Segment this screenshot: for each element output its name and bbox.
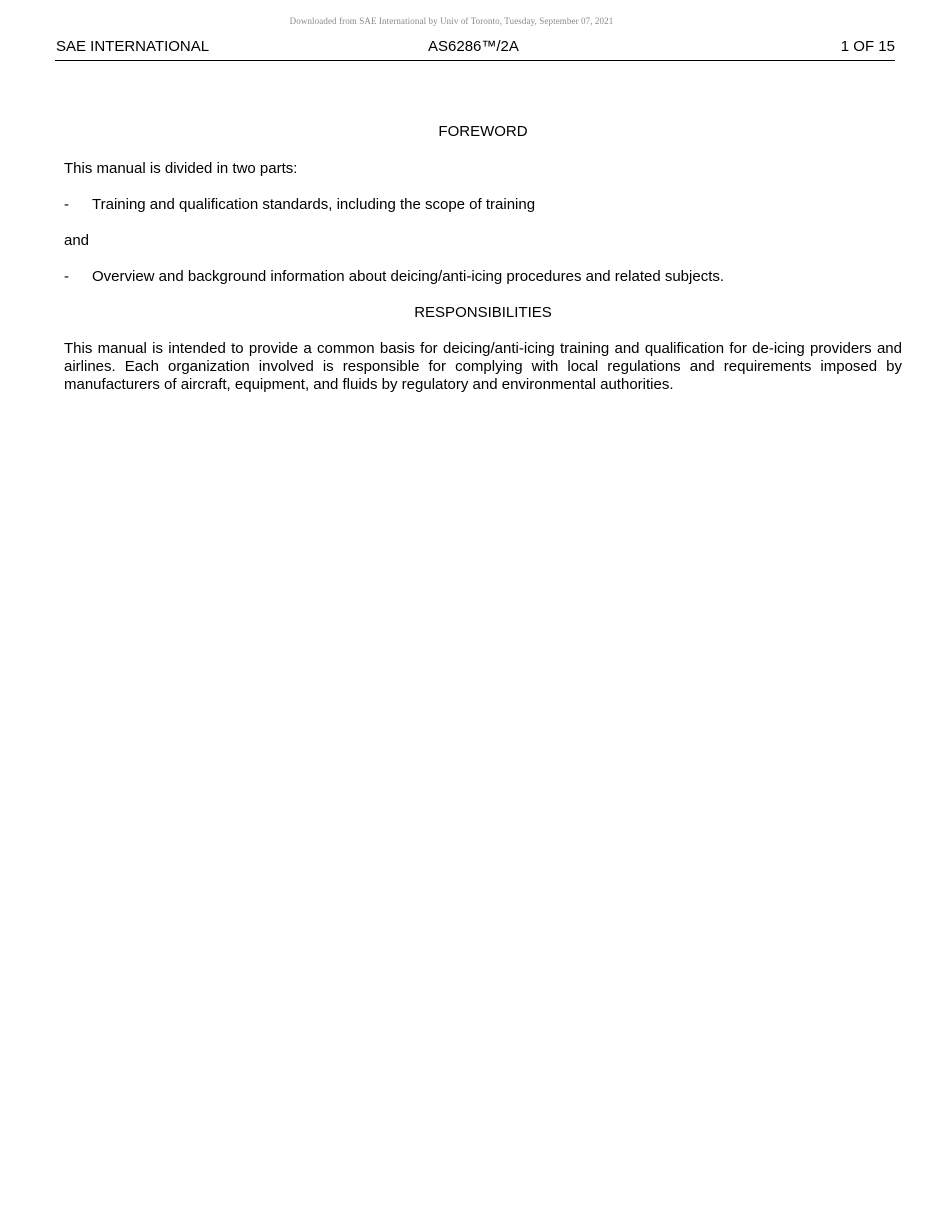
download-watermark: Downloaded from SAE International by Univ of Toronto, Tuesday, September 07, 2021	[289, 16, 614, 26]
header-page-number: 1 OF 15	[840, 38, 895, 55]
bullet-text: Training and qualification standards, including the scope of training	[92, 196, 536, 213]
bullet-dash: -	[64, 196, 69, 213]
list-item	[64, 196, 902, 214]
foreword-heading: FOREWORD	[438, 123, 528, 140]
page-header	[55, 38, 895, 61]
connector-text: and	[64, 232, 90, 249]
responsibilities-paragraph: This manual is intended to provide a common basis for deicing/anti-icing training and qualification for de-icing providers and airlines. Each organization involved is responsible for complying with local regulations and requirements imposed by manufacturers of aircraft, equipment, and fluids by regulatory and environmental authorities.	[64, 340, 902, 393]
bullet-text: Overview and background information about deicing/anti-icing procedures and related subjects.	[92, 268, 725, 285]
header-document-number: AS6286™/2A	[428, 38, 519, 55]
responsibilities-heading: RESPONSIBILITIES	[414, 304, 552, 321]
header-organization: SAE INTERNATIONAL	[56, 38, 210, 55]
page-body	[64, 123, 902, 394]
foreword-intro: This manual is divided in two parts:	[64, 160, 298, 177]
list-item	[64, 268, 902, 286]
bullet-dash: -	[64, 268, 69, 285]
